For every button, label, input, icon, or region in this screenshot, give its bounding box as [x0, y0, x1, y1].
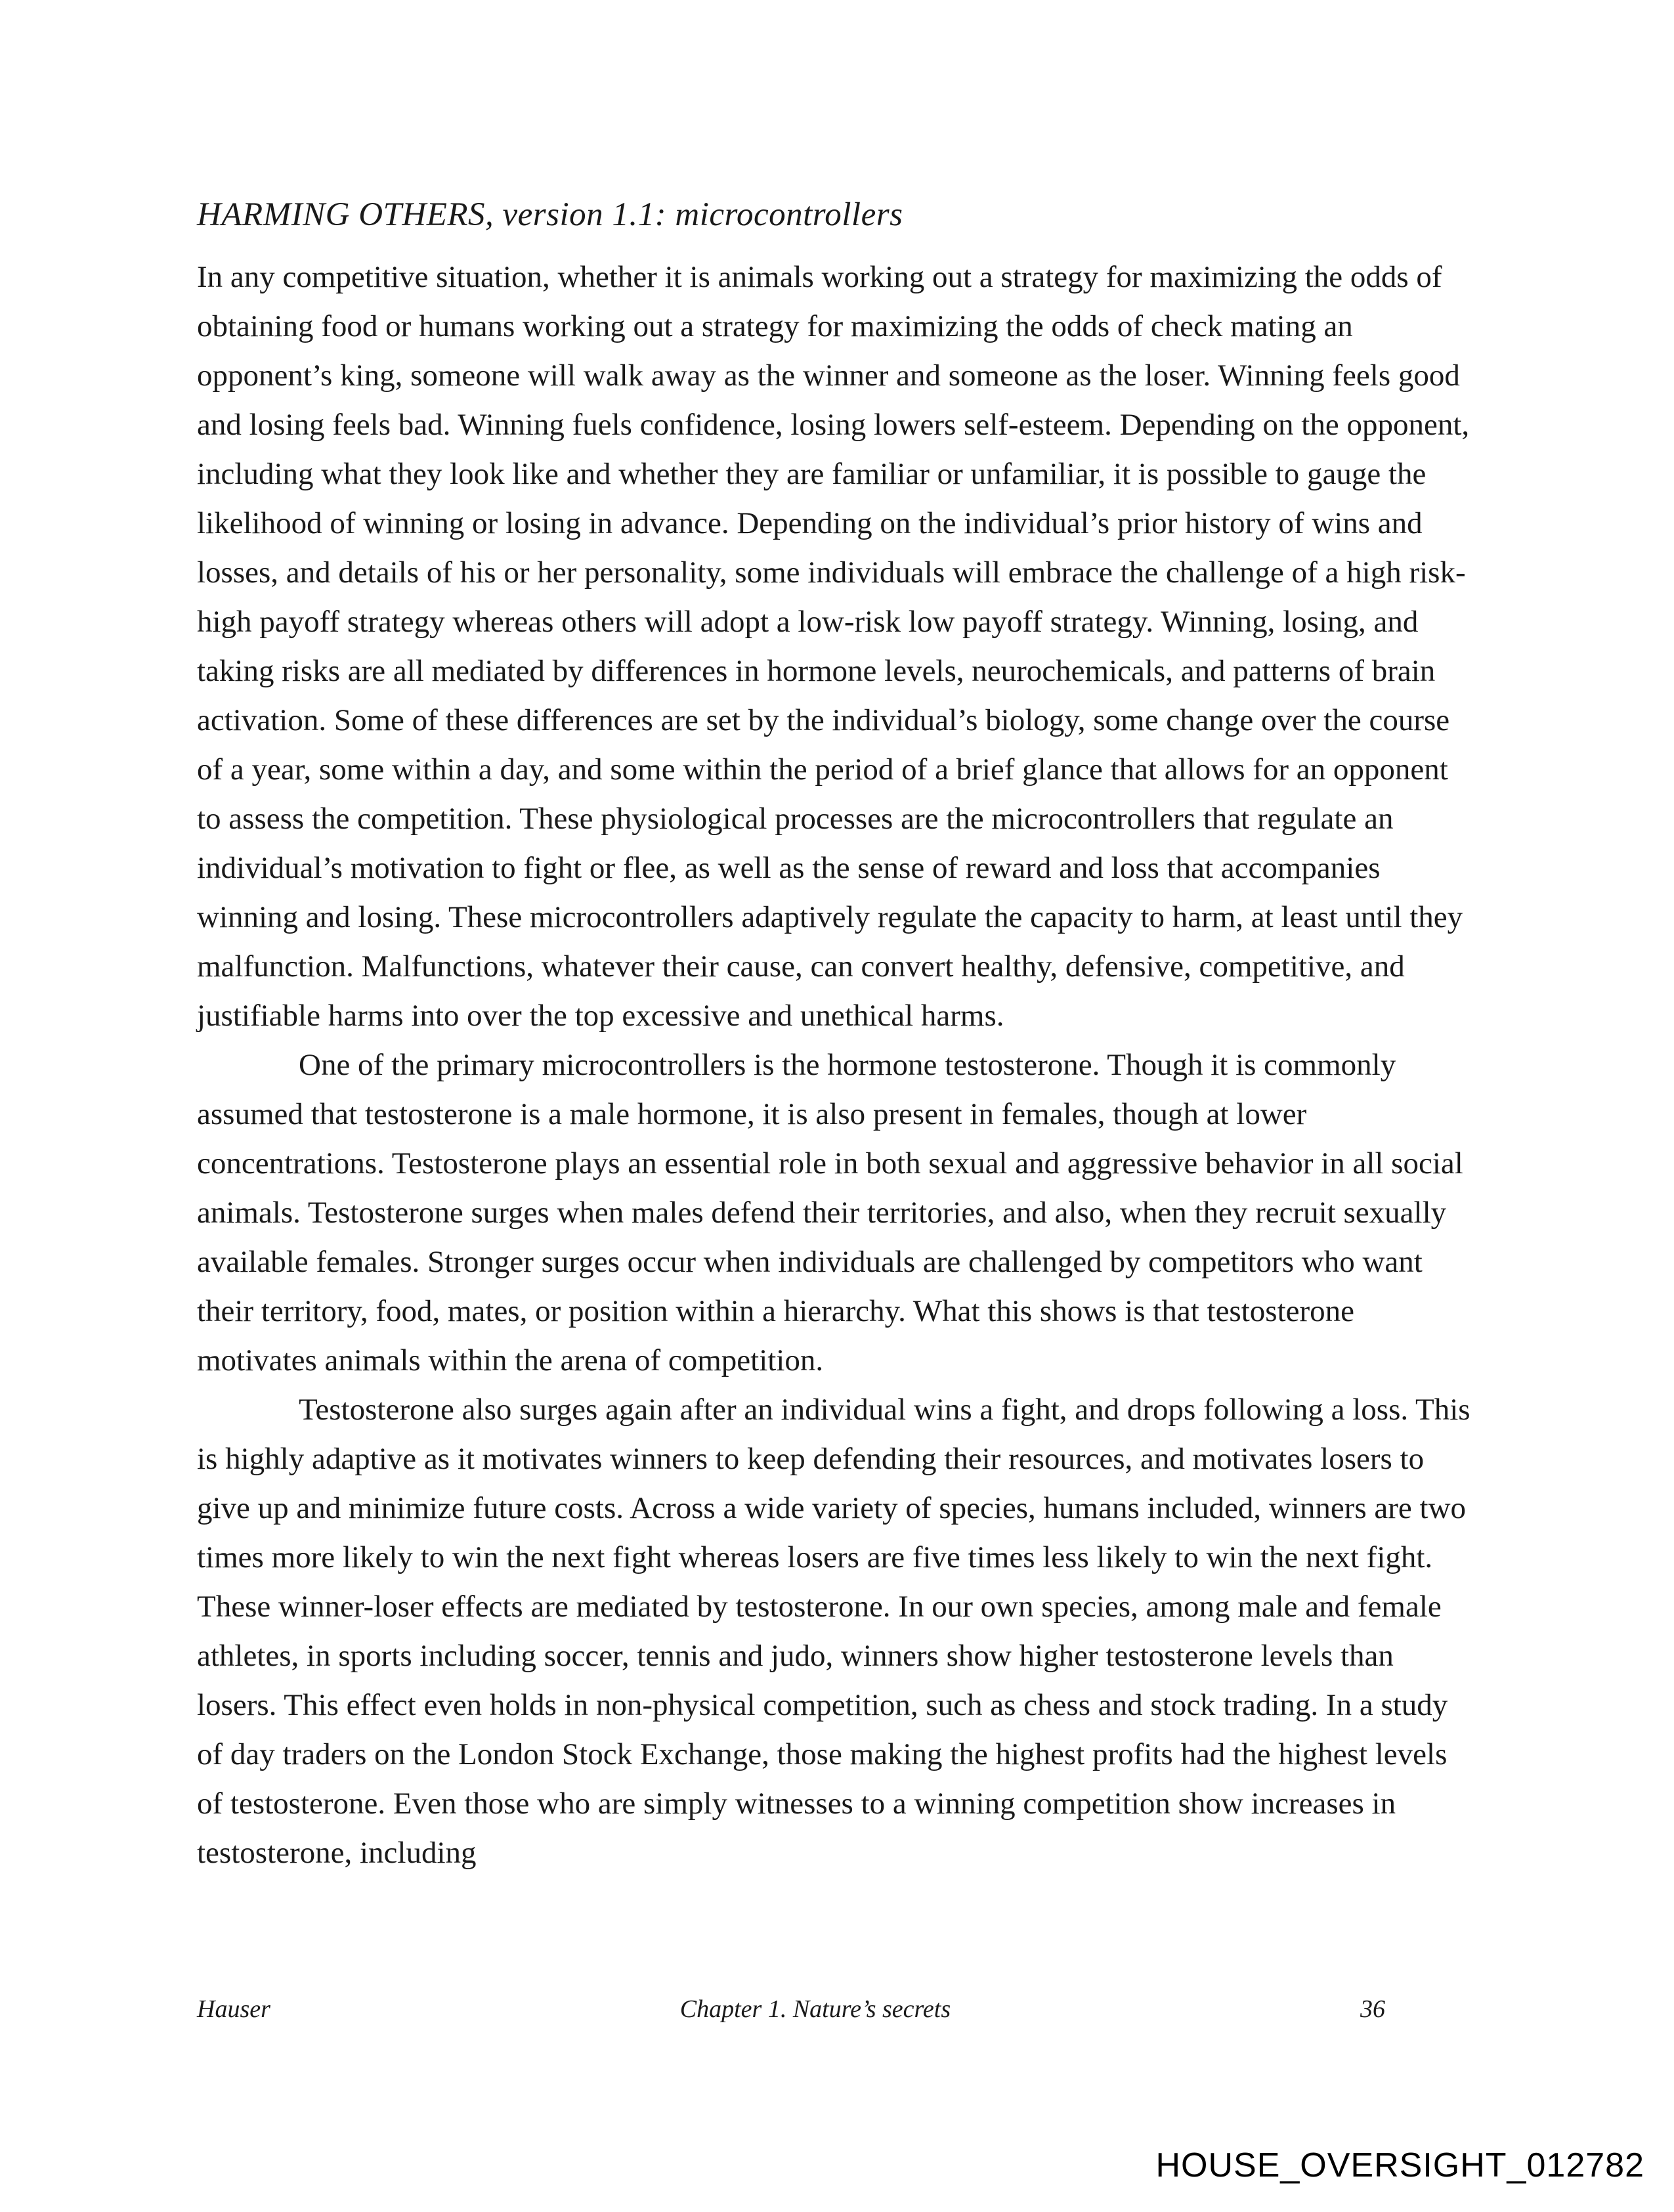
- paragraph-1: In any competitive situation, whether it is animals working out a strategy for maximizing the odds of obtaining food or humans working out a strategy for maximizing the odds of check mating an opponent’s king, someone will walk away as the winner and someone as the loser. Winning feels good and losing feels bad. Winning fuels confidence, losing lowers self-esteem. Depending on the opponent, including what they look like and whether they are familiar or unfamiliar, it is possible to gauge the likelihood of winning or losing in advance. Depending on the individual’s prior history of wins and losses, and details of his or her personality, some individuals will embrace the challenge of a high risk-high payoff strategy whereas others will adopt a low-risk low payoff strategy. Winning, losing, and taking risks are all mediated by differences in hormone levels, neurochemicals, and patterns of brain activation. Some of these differences are set by the individual’s biology, some change over the course of a year, some within a day, and some within the period of a brief glance that allows for an opponent to assess the competition. These physiological processes are the microcontrollers that regulate an individual’s motivation to fight or flee, as well as the sense of reward and loss that accompanies winning and losing. These microcontrollers adaptively regulate the capacity to harm, at least until they malfunction. Malfunctions, whatever their cause, can convert healthy, defensive, competitive, and justifiable harms into over the top excessive and unethical harms.: [197, 260, 1470, 1033]
- paragraph-3: Testosterone also surges again after an individual wins a fight, and drops following a loss. This is highly adaptive as it motivates winners to keep defending their resources, and motivates losers to give up and minimize future costs. Across a wide variety of species, humans included, winners are two times more likely to win the next fight whereas losers are five times less likely to win the next fight. These winner-loser effects are mediated by testosterone. In our own species, among male and female athletes, in sports including soccer, tennis and judo, winners show higher testosterone levels than losers. This effect even holds in non-physical competition, such as chess and stock trading. In a study of day traders on the London Stock Exchange, those making the highest profits had the highest levels of testosterone. Even those who are simply witnesses to a winning competition show increases in testosterone, including: [197, 1393, 1470, 1870]
- footer-chapter-title: Chapter 1. Nature’s secrets: [679, 1995, 951, 2023]
- document-title: HARMING OTHERS, version 1.1: microcontrollers: [197, 196, 903, 233]
- footer-author: Hauser: [197, 1995, 270, 2023]
- document-body: [197, 253, 1477, 1878]
- page-footer: [197, 1995, 1385, 2024]
- footer-page-number: 36: [1360, 1995, 1385, 2023]
- bates-stamp: HOUSE_OVERSIGHT_012782: [1155, 2146, 1644, 2184]
- paragraph-2: One of the primary microcontrollers is the hormone testosterone. Though it is commonly assumed that testosterone is a male hormone, it is also present in females, though at lower concentrations. Testosterone plays an essential role in both sexual and aggressive behavior in all social animals. Testosterone surges when males defend their territories, and also, when they recruit sexually available females. Stronger surges occur when individuals are challenged by competitors who want their territory, food, mates, or position within a hierarchy. What this shows is that testosterone motivates animals within the arena of competition.: [197, 1048, 1463, 1377]
